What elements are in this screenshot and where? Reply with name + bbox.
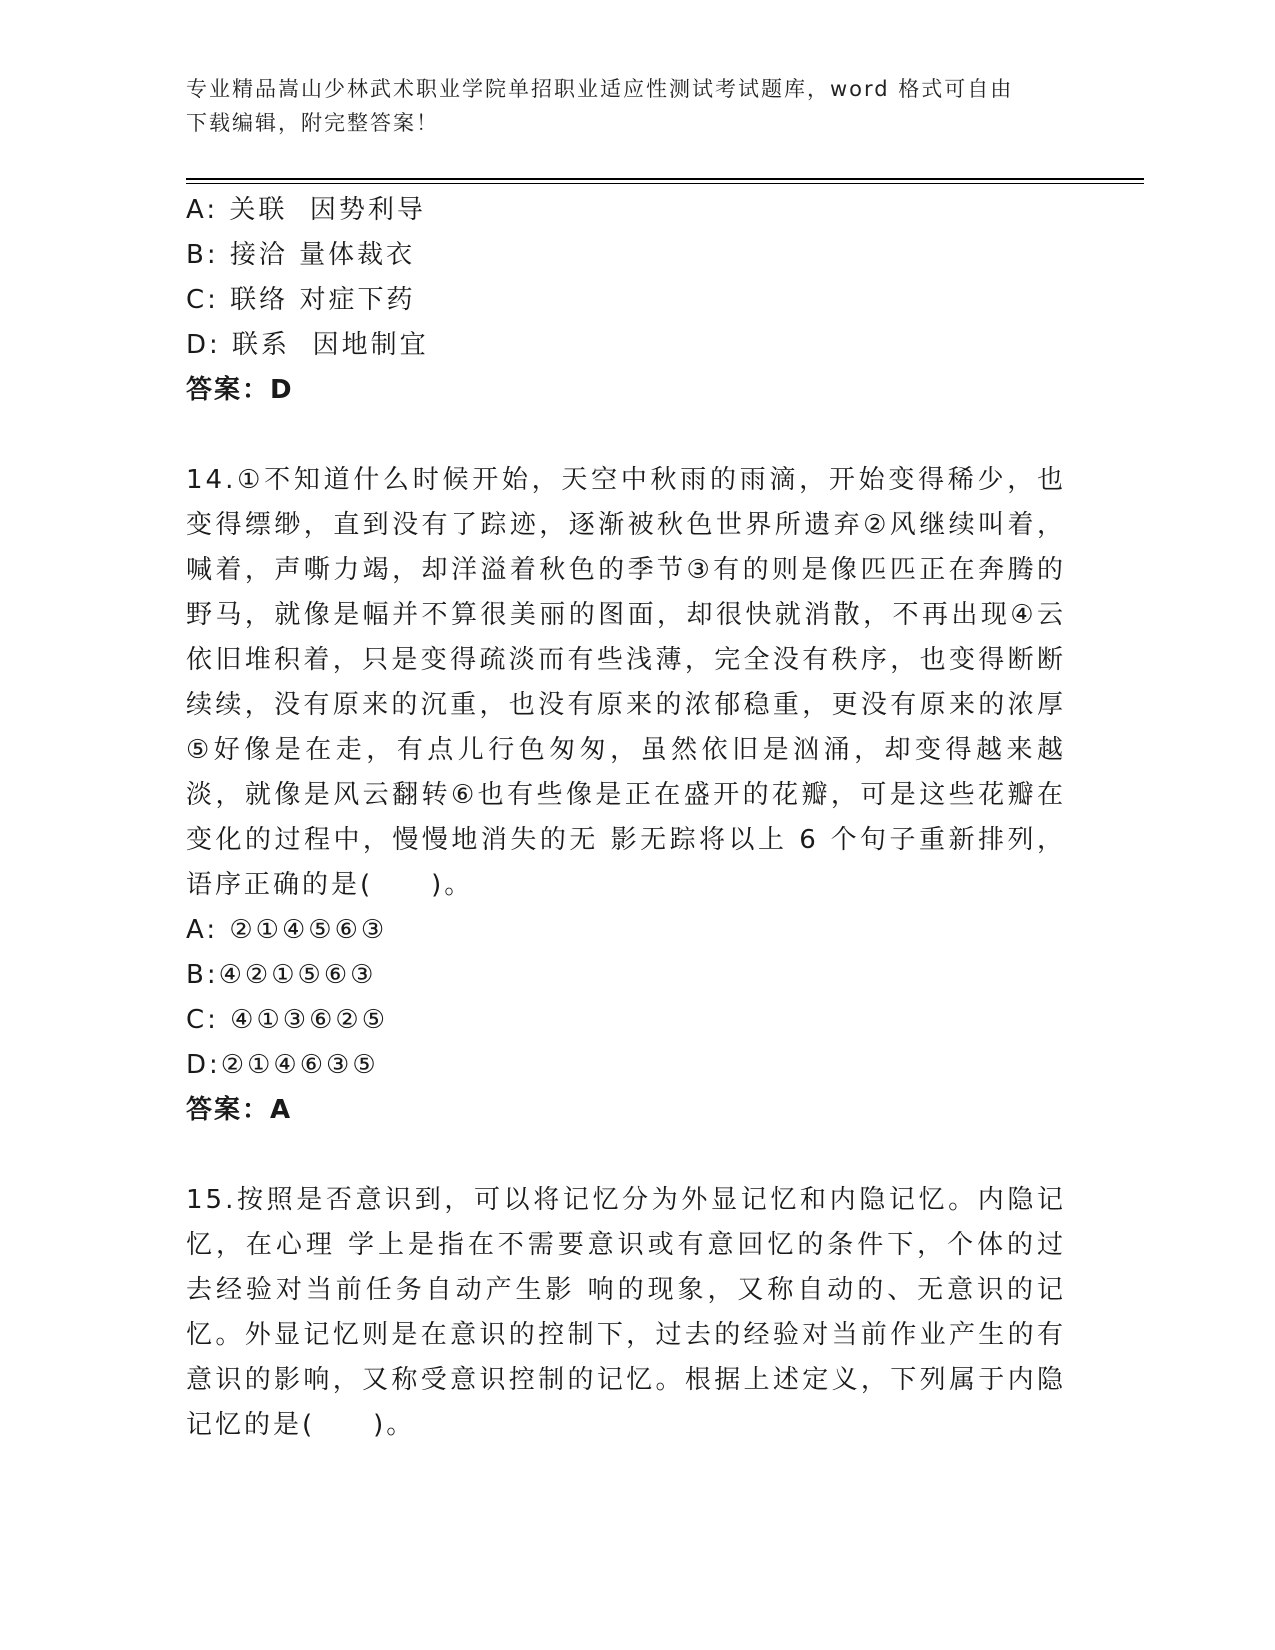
header-line-1: 专业精品嵩山少林武术职业学院单招职业适应性测试考试题库，word 格式可自由 [186, 77, 1014, 101]
question-13-options [186, 188, 1066, 368]
option-text: ②①④⑤⑥③ [218, 915, 388, 945]
question-13-answer: 答案：D [186, 375, 294, 405]
option-label: A: [186, 915, 219, 945]
page-header [186, 72, 1066, 140]
option-text: 关联 因势利导 [218, 195, 426, 225]
option-label: C: [186, 1005, 219, 1035]
option-text: ④①③⑥②⑤ [218, 1005, 389, 1035]
question-15-text: 15.按照是否意识到，可以将记忆分为外显记忆和内隐记忆。内隐记忆，在心理 学上是指在不需要意识或有意回忆的条件下，个体的过去经验对当前任务自动产生影 响的现象，又称自动的、无意识的记忆。外显记忆则是在意识的控制下，过去的经验对当前作业产生的有意识的影响，又称受意识控制的记忆。根据上述定义，下列属于内隐记忆的是( )。 [186, 1185, 1066, 1440]
option-label: B: [186, 960, 219, 990]
question-14-text: 14.①不知道什么时候开始，天空中秋雨的雨滴，开始变得稀少，也变得缥缈，直到没有了踪迹，逐渐被秋色世界所遗弃②风继续叫着，喊着，声嘶力竭，却洋溢着秋色的季节③有的则是像匹匹正在奔腾的野马，就像是幅并不算很美丽的图面，却很快就消散，不再出现④云依旧堆积着，只是变得疏淡而有些浅薄，完全没有秩序，也变得断断续续，没有原来的沉重，也没有原来的浓郁稳重，更没有原来的浓厚⑤好像是在走，有点儿行色匆匆，虽然依旧是汹涌，却变得越来越淡，就像是风云翻转⑥也有些像是正在盛开的花瓣，可是这些花瓣在变化的过程中，慢慢地消失的无 影无踪将以上 6 个句子重新排列，语序正确的是( )。 [186, 465, 1066, 900]
option-text: ④②①⑤⑥③ [218, 960, 377, 990]
spacer [186, 1133, 1066, 1178]
option-label: A: [186, 195, 219, 225]
option-c [186, 998, 1066, 1043]
document-body [186, 188, 1066, 1448]
option-text: 联络 对症下药 [218, 285, 416, 315]
option-d [186, 1043, 1066, 1088]
option-label: D: [186, 330, 221, 360]
header-rule-thin [186, 183, 1144, 184]
option-b [186, 953, 1066, 998]
option-label: B: [186, 240, 219, 270]
option-label: C: [186, 285, 219, 315]
header-rule-thick [186, 178, 1144, 180]
option-text: 联系 因地制宜 [220, 330, 429, 360]
option-a [186, 188, 1066, 233]
option-text: ②①④⑥③⑤ [220, 1050, 379, 1080]
question-14-options [186, 908, 1066, 1088]
spacer [186, 413, 1066, 458]
header-line-2: 下载编辑，附完整答案！ [186, 111, 439, 135]
option-c [186, 278, 1066, 323]
option-label: D: [186, 1050, 221, 1080]
option-b [186, 233, 1066, 278]
option-a [186, 908, 1066, 953]
option-d [186, 323, 1066, 368]
option-text: 接洽 量体裁衣 [218, 240, 416, 270]
question-14-answer: 答案：A [186, 1095, 293, 1125]
